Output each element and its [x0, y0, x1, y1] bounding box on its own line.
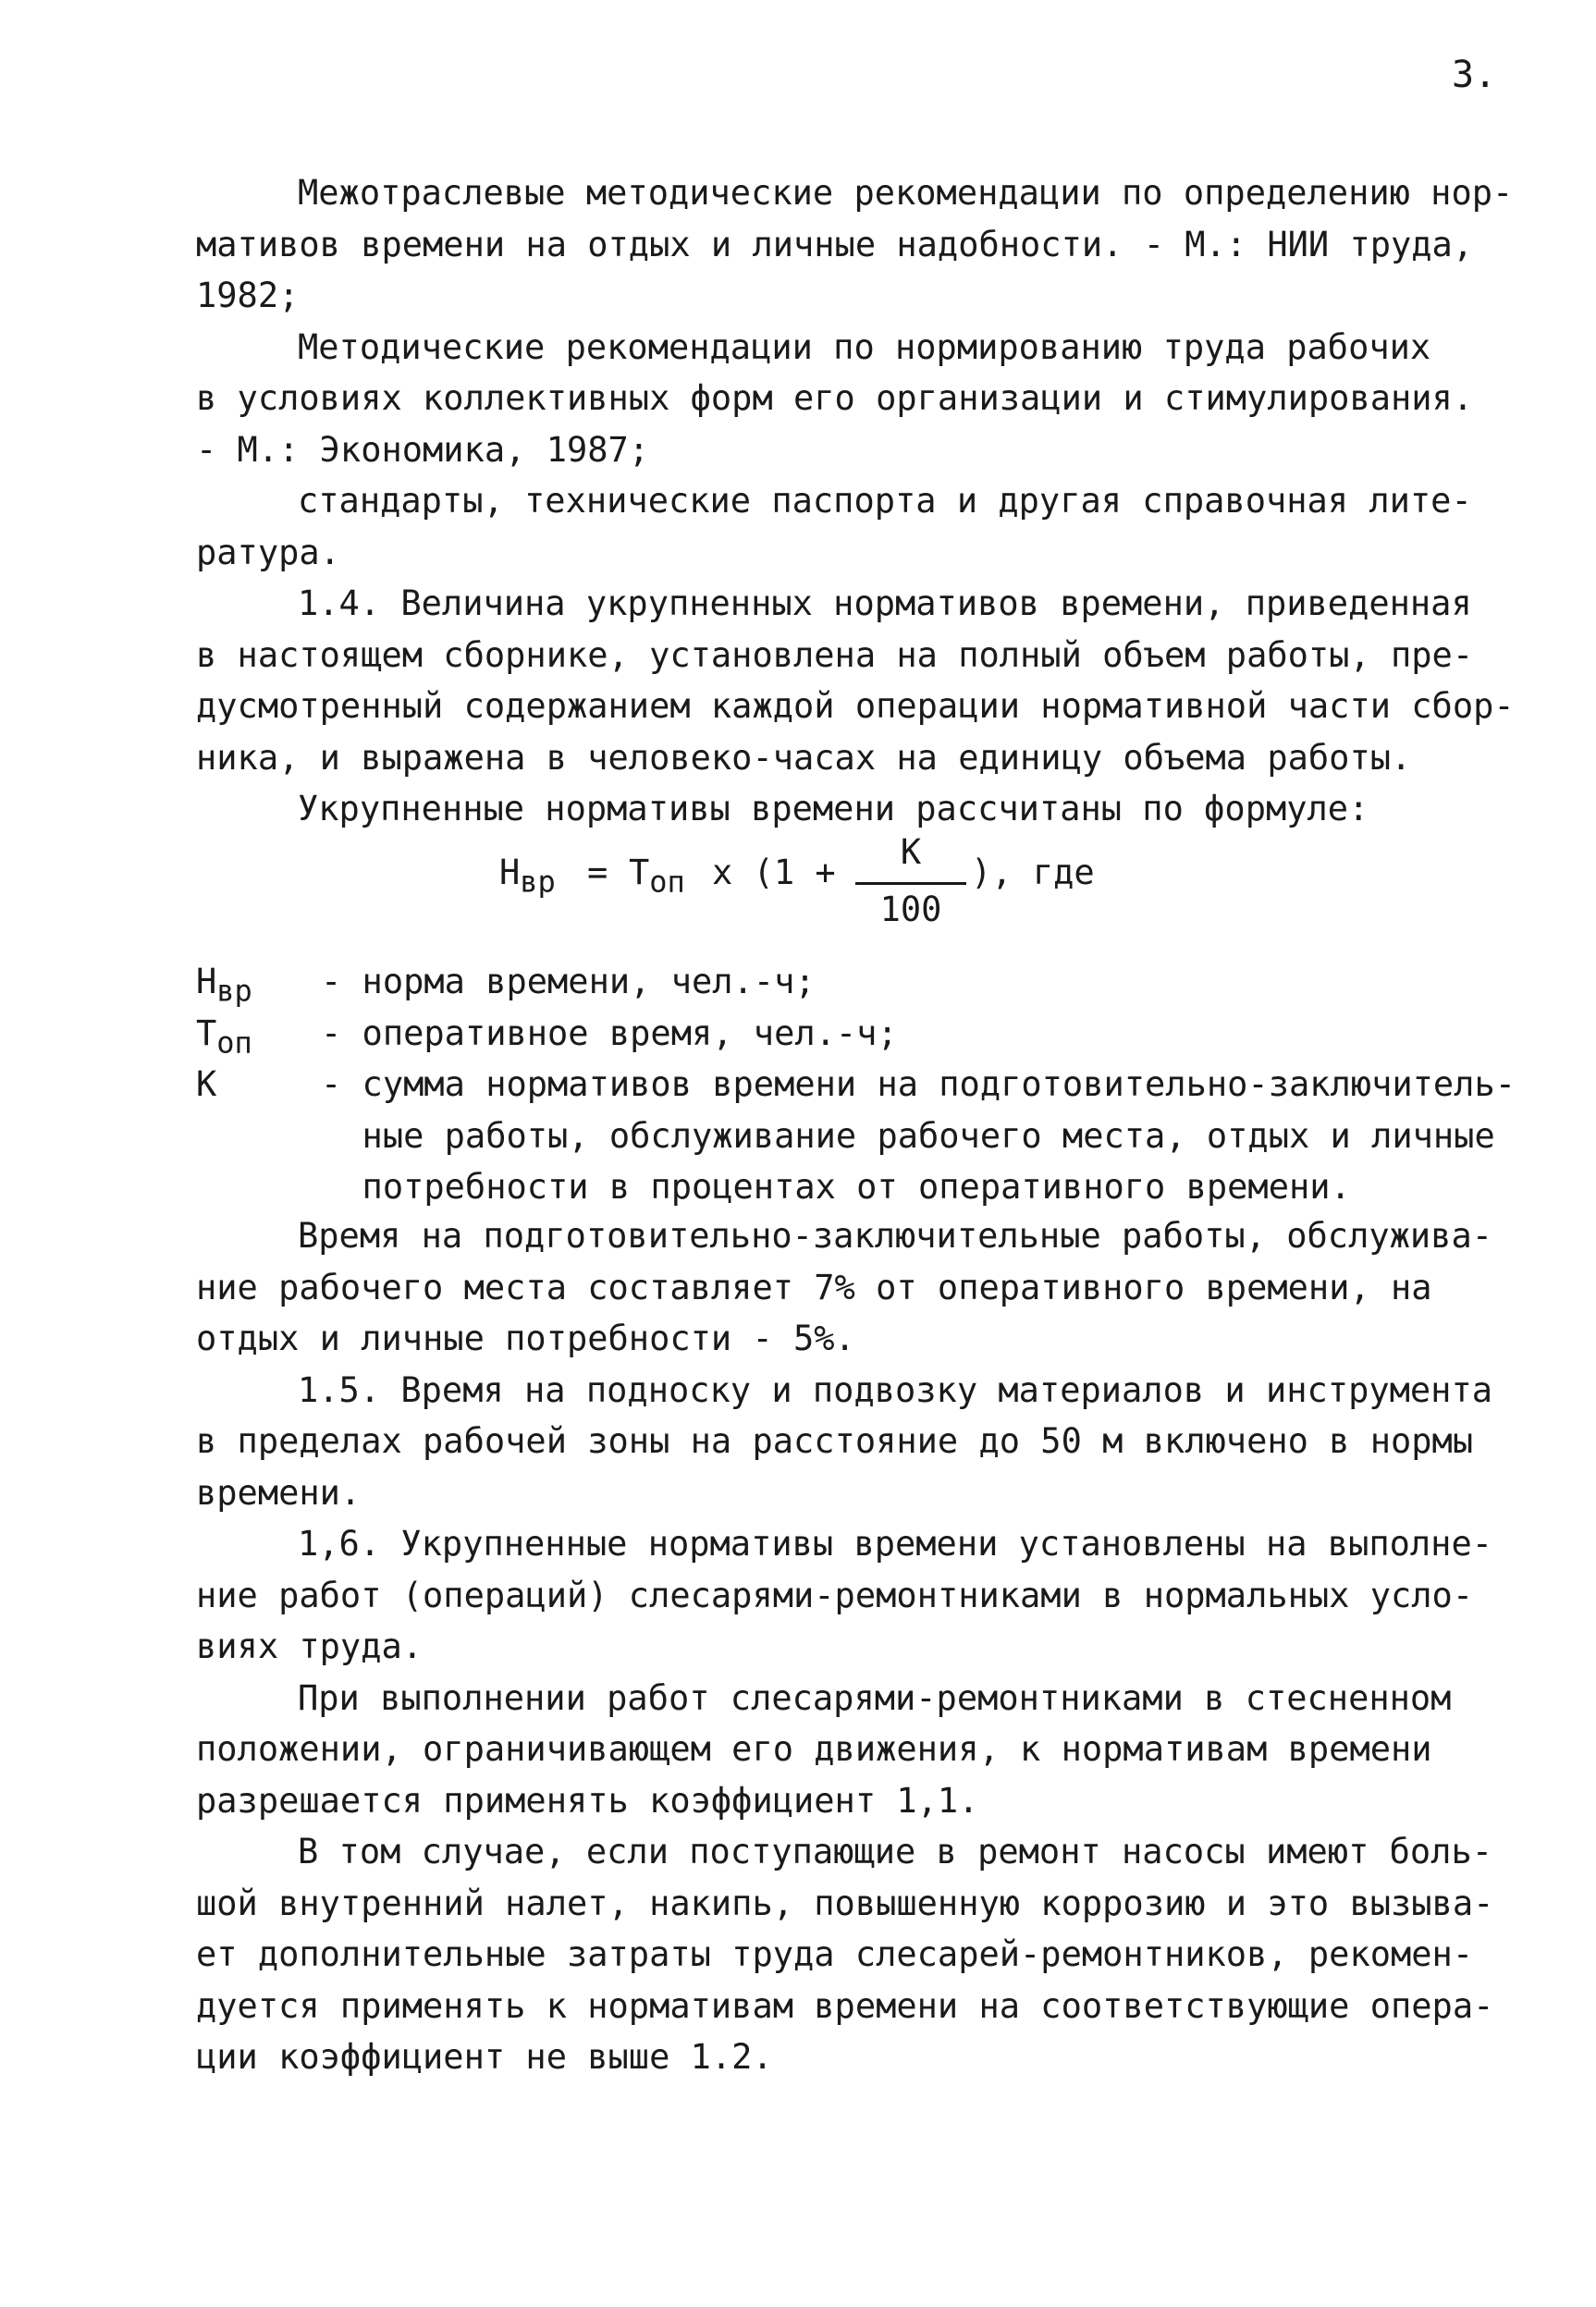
- text-line: ции коэффициент не выше 1.2.: [196, 2037, 773, 2077]
- text-line: ние рабочего места составляет 7% от оперативного времени, на: [196, 1267, 1432, 1307]
- text-line: дуется применять к нормативам времени на соответствующие опера-: [196, 1985, 1494, 2026]
- definition-text: ные работы, обслуживание рабочего места, отдых и личные: [321, 1115, 1495, 1156]
- text-line: Межотраслевые методические рекомендации по определению нор-: [298, 173, 1514, 213]
- definition-text: - сумма нормативов времени на подготовительно-заключитель-: [321, 1064, 1516, 1104]
- fraction-denominator: 100: [879, 890, 942, 929]
- text-line: положении, ограничивающем его движения, к нормативам времени: [196, 1729, 1432, 1769]
- page-number: 3.: [1452, 54, 1497, 96]
- text-line: шой внутренний налет, накипь, повышенную коррозию и это вызыва-: [196, 1883, 1494, 1923]
- text-line: дусмотренный содержанием каждой операции нормативной части сбор-: [196, 686, 1515, 726]
- text-line: Время на подготовительно-заключительные работы, обслужива-: [298, 1216, 1493, 1256]
- definition-text: потребности в процентах от оперативного времени.: [321, 1167, 1351, 1207]
- text-line: времени.: [196, 1472, 362, 1513]
- text-line: 1.5. Время на подноску и подвозку материалов и инструмента: [298, 1369, 1493, 1410]
- text-line: ника, и выражена в человеко-часах на единицу объема работы.: [196, 737, 1412, 778]
- formula-close: ), где: [971, 853, 1095, 892]
- definition-text: - оперативное время, чел.-ч;: [321, 1012, 898, 1053]
- text-line: 1982;: [196, 276, 300, 315]
- text-line: Методические рекомендации по нормированию труда рабочих: [298, 326, 1431, 367]
- fraction-bar: [855, 882, 966, 885]
- formula-eq: =: [587, 853, 608, 892]
- text-line: 1.4. Величина укрупненных нормативов времени, приведенная: [298, 583, 1472, 623]
- text-line: При выполнении работ слесарями-ремонтниками в стесненном: [298, 1677, 1452, 1718]
- text-line: ние работ (операций) слесарями-ремонтниками в нормальных усло-: [196, 1575, 1474, 1615]
- definition-symbol: $Н_{вр}$: [196, 962, 252, 1009]
- text-line: виях труда.: [196, 1626, 424, 1666]
- fraction-numerator: К: [900, 832, 922, 872]
- definition-text: - норма времени, чел.-ч;: [321, 962, 816, 1001]
- formula-times: х (1 +: [712, 853, 836, 892]
- text-line: в настоящем сборнике, установлена на полный объем работы, пре-: [196, 634, 1474, 675]
- text-line: стандарты, технические паспорта и другая справочная лите-: [298, 481, 1472, 521]
- text-line: отдых и личные потребности - 5%.: [196, 1319, 855, 1358]
- text-line: В том случае, если поступающие в ремонт насосы имеют боль-: [298, 1832, 1493, 1871]
- definition-symbol: $Т_{оп}$: [196, 1012, 252, 1060]
- text-line: ратура.: [196, 532, 340, 572]
- text-line: ет дополнительные затраты труда слесарей-ремонтников, рекомен-: [196, 1934, 1474, 1974]
- formula-lhs: $Н_{вр}$: [499, 853, 556, 900]
- text-line: в условиях коллективных форм его организации и стимулирования.: [196, 378, 1474, 418]
- text-line: Укрупненные нормативы времени рассчитаны по формуле:: [298, 789, 1369, 828]
- text-line: мативов времени на отдых и личные надобности. - М.: НИИ труда,: [196, 224, 1474, 264]
- text-line: в пределах рабочей зоны на расстояние до 50 м включено в нормы: [196, 1421, 1474, 1461]
- formula: [499, 832, 1147, 934]
- definition-symbol: К: [196, 1064, 217, 1104]
- text-line: - М.: Экономика, 1987;: [196, 429, 650, 470]
- formula-t: $Т_{оп}$: [629, 853, 685, 900]
- text-line: 1,6. Укрупненные нормативы времени установлены на выполне-: [298, 1524, 1493, 1564]
- text-line: разрешается применять коэффициент 1,1.: [196, 1780, 979, 1821]
